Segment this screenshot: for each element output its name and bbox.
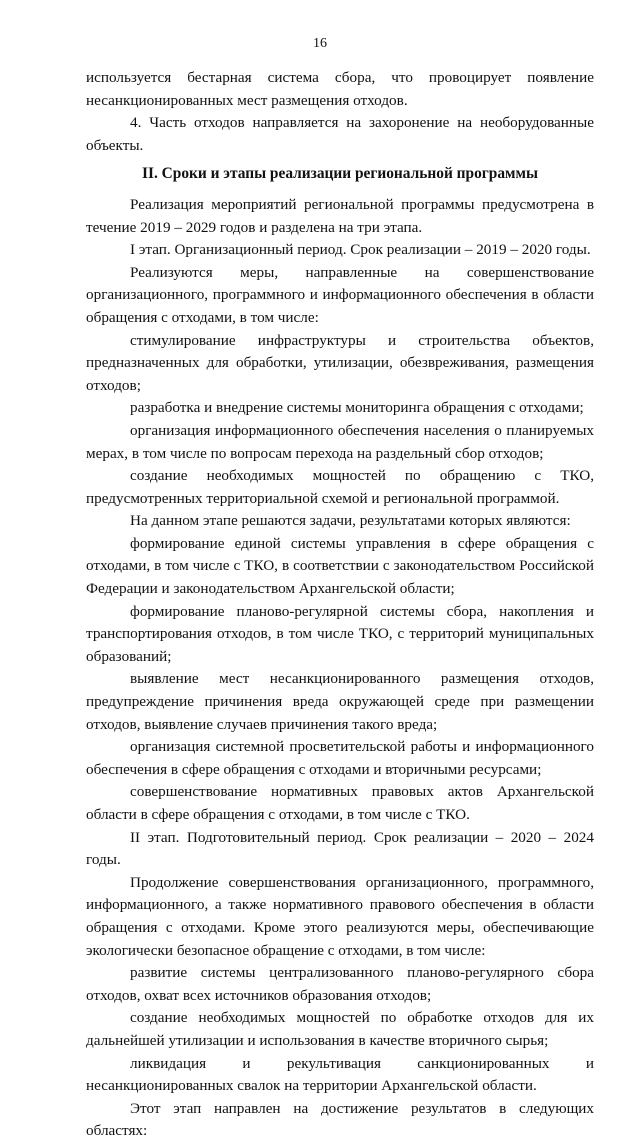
paragraph: Продолжение совершенствования организационного, программного, информационного, а также нормативного правового обеспечения в области обращения с отходами. Кроме этого реализуются меры, обеспечивающие экологически безопасное обращение с отходами, в том числе: <box>86 873 594 959</box>
paragraph: используется бестарная система сбора, что провоцирует появление несанкционированных мест размещения отходов. <box>86 69 594 109</box>
section-heading: II. Сроки и этапы реализации региональной программы <box>141 165 539 183</box>
paragraph: создание необходимых мощностей по обращению с ТКО, предусмотренных территориальной схемой и региональной программой. <box>86 467 594 507</box>
paragraph: ликвидация и рекультивация санкционированных и несанкционированных свалок на территории Архангельской области. <box>86 1054 594 1095</box>
paragraph: На данном этапе решаются задачи, результатами которых являются: <box>130 512 571 530</box>
paragraph: II этап. Подготовительный период. Срок реализации – 2020 – 2024 годы. <box>86 828 594 869</box>
body-text <box>86 67 594 1143</box>
paragraph: разработка и внедрение системы мониторинга обращения с отходами; <box>130 399 584 417</box>
page-number: 16 <box>313 36 327 51</box>
paragraph: создание необходимых мощностей по обработке отходов для их дальнейшей утилизации и использования в качестве вторичного сырья; <box>86 1009 594 1049</box>
paragraph: Этот этап направлен на достижение результатов в следующих областях: <box>86 1099 594 1140</box>
paragraph: Реализуются меры, направленные на совершенствование организационного, программного и информационного обеспечения в области обращения с отходами, в том числе: <box>86 263 594 326</box>
paragraph: формирование единой системы управления в сфере обращения с отходами, в том числе с ТКО, в соответствии с законодательством Российской Федерации и законодательством Архангельской области; <box>86 534 594 598</box>
paragraph: организация системной просветительской работы и информационного обеспечения в сфере обращения с отходами и вторичными ресурсами; <box>86 738 594 778</box>
paragraph: стимулирование инфраструктуры и строительства объектов, предназначенных для обработки, утилизации, обезвреживания, размещения отходов; <box>86 331 594 394</box>
paragraph: совершенствование нормативных правовых актов Архангельской области в сфере обращения с отходами, в том числе с ТКО. <box>86 783 594 823</box>
paragraph: Реализация мероприятий региональной программы предусмотрена в течение 2019 – 2029 годов и разделена на три этапа. <box>86 195 594 236</box>
paragraph: формирование планово-регулярной системы сбора, накопления и транспортирования отходов, в том числе ТКО, с территорий муниципальных образований; <box>86 602 594 665</box>
paragraph: развитие системы централизованного планово-регулярного сбора отходов, охват всех источников образования отходов; <box>86 964 594 1004</box>
paragraph: 4. Часть отходов направляется на захоронение на необорудованные объекты. <box>86 114 594 154</box>
paragraph: выявление мест несанкционированного размещения отходов, предупреждение причинения вреда окружающей среде при размещении отходов, выявление случаев причинения такого вреда; <box>86 670 594 733</box>
paragraph: I этап. Организационный период. Срок реализации – 2019 – 2020 годы. <box>130 241 591 259</box>
paragraph: организация информационного обеспечения населения о планируемых мерах, в том числе по вопросам перехода на раздельный сбор отходов; <box>86 421 594 462</box>
